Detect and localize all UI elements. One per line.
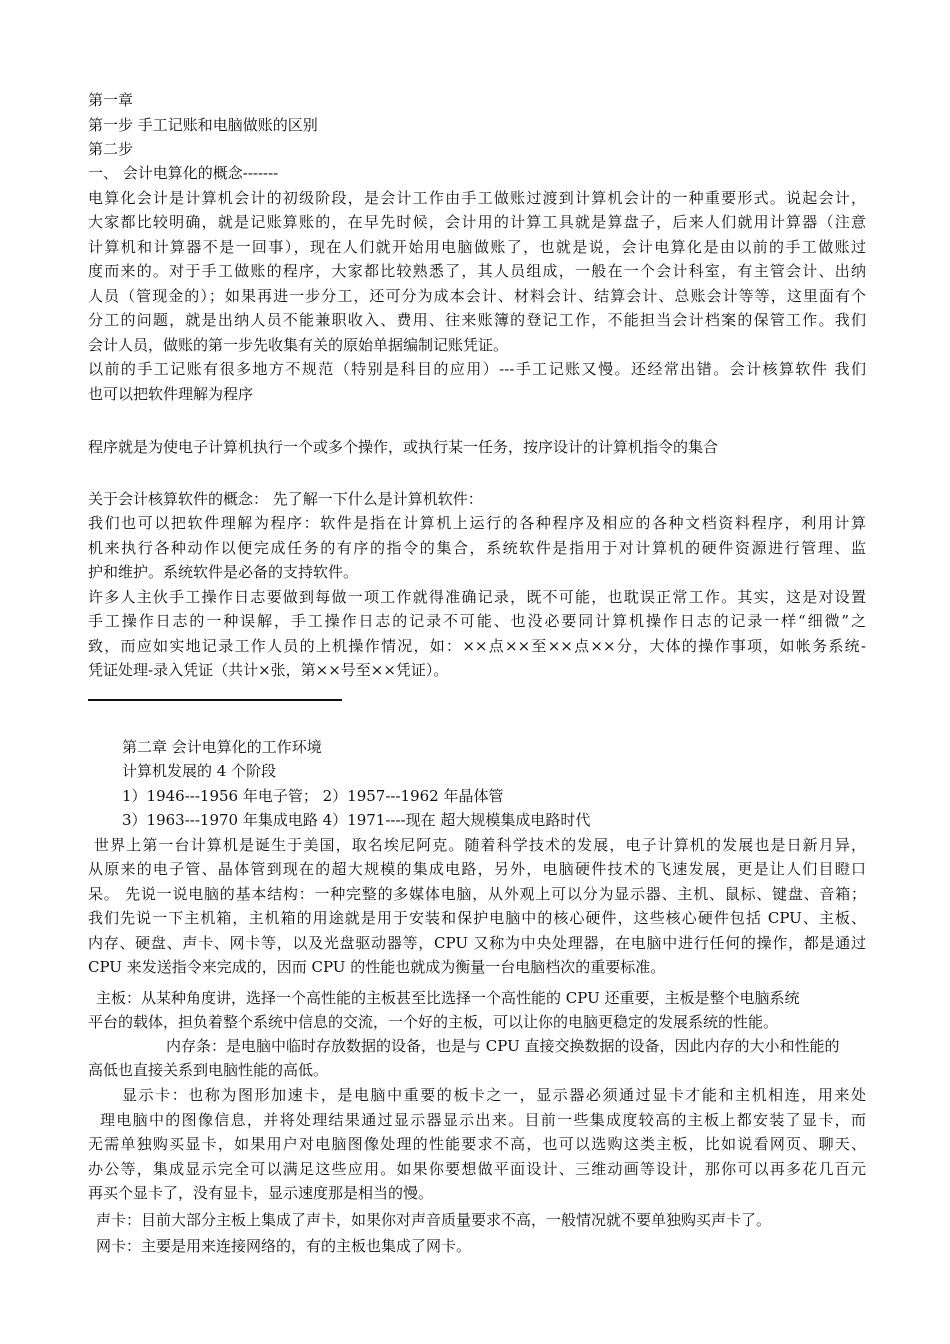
text-line: 关于会计核算软件的概念： 先了解一下什么是计算机软件：	[88, 490, 483, 508]
section-divider	[88, 699, 342, 701]
text-line: CPU 来发送指令来完成的，因而 CPU 的性能也就成为衡量一台电脑档次的重要标准。	[88, 958, 666, 976]
section-1-heading: 一、 会计电算化的概念-------	[88, 164, 279, 182]
text-line: 再买个显卡了，没有显卡，显示速度那是相当的慢。	[88, 1184, 434, 1202]
text-line: 世界上第一台计算机是诞生于美国，取名埃尼阿克。随着科学技术的发展，电子计算机的发展也是日新月异，	[94, 836, 866, 854]
text-line: 人员（管现金的）；如果再进一步分工，还可分为成本会计、材料会计、结算会计、总账会计等等，这里面有个	[88, 287, 866, 305]
text-line: 电算化会计是计算机会计的初级阶段，是会计工作由手工做账过渡到计算机会计的一种重要形式。说起会计，	[88, 189, 866, 207]
text-line: 手工操作日志的一种误解，手工操作日志的记录不可能、也没必要同计算机操作日志的记录一样“细微”之	[88, 612, 866, 630]
text-line: 办公等，集成显示完全可以满足这些应用。如果你要想做平面设计、三维动画等设计，那你可以再多花几百元	[88, 1160, 866, 1178]
text-line: 3）1963---1970 年集成电路 4）1971----现在 超大规模集成电路时代	[122, 811, 591, 829]
text-line: 致，而应如实地记录工作人员的上机操作情况，如：××点××至××点××分，大体的操作事项，如帐务系统-	[88, 637, 866, 655]
text-line: 许多人主伙手工操作日志要做到每做一项工作就得准确记录，既不可能，也耽误正常工作。其实，这是对设置	[88, 588, 866, 606]
text-line: 呆。 先说一说电脑的基本结构：一种完整的多媒体电脑，从外观上可以分为显示器、主机、鼠标、键盘、音箱；	[88, 885, 866, 903]
text-line: 计算机发展的 4 个阶段	[122, 762, 277, 780]
text-line: 平台的载体，担负着整个系统中信息的交流，一个好的主板，可以让你的电脑更稳定的发展系统的性能。	[88, 1013, 779, 1031]
text-line: 度而来的。对于手工做账的程序，大家都比较熟悉了，其人员组成，一般在一个会计科室，有主管会计、出纳	[88, 262, 866, 280]
text-line: 机来执行各种动作以便完成任务的有序的指令的集合，系统软件是指用于对计算机的硬件资源进行管理、监	[88, 539, 866, 557]
text-line: 我们先说一下主机箱，主机箱的用途就是用于安装和保护电脑中的核心硬件，这些核心硬件包括 CPU、主板、	[88, 909, 866, 927]
text-line: 我们也可以把软件理解为程序：软件是指在计算机上运行的各种程序及相应的各种文档资料程序，利用计算	[88, 514, 866, 532]
text-line: 理电脑中的图像信息，并将处理结果通过显示器显示出来。目前一些集成度较高的主板上都安装了显卡，而	[100, 1111, 866, 1129]
text-line: 从原来的电子管、晶体管到现在的超大规模的集成电路，另外，电脑硬件技术的飞速发展，更是让人们目瞪口	[88, 860, 866, 878]
text-line: 1）1946---1956 年电子管； 2）1957---1962 年晶体管	[122, 787, 504, 805]
text-line: 主板：从某种角度讲，选择一个高性能的主板甚至比选择一个高性能的 CPU 还重要，主板是整个电脑系统	[96, 989, 800, 1007]
text-line: 以前的手工记账有很多地方不规范（特别是科目的应用）---手工记账又慢。还经常出错。会计核算软件 我们	[88, 360, 866, 378]
text-line: 凭证处理-录入凭证（共计×张，第××号至××凭证）。	[88, 661, 449, 679]
text-line: 声卡：目前大部分主板上集成了声卡，如果你对声音质量要求不高，一般情况就不要单独购买声卡了。	[96, 1211, 772, 1229]
step-2-heading: 第二步	[88, 140, 134, 158]
text-line: 大家都比较明确，就是记账算账的，在早先时候，会计用的计算工具就是算盘子，后来人们就用计算器（注意	[88, 213, 866, 231]
text-line: 高低也直接关系到电脑性能的高低。	[88, 1061, 329, 1079]
chapter-1-heading: 第一章	[88, 91, 134, 109]
text-line: 也可以把软件理解为程序	[88, 385, 254, 403]
text-line: 内存、硬盘、声卡、网卡等，以及光盘驱动器等，CPU 又称为中央处理器，在电脑中进行任何的操作，都是通过	[88, 934, 866, 952]
text-line: 无需单独购买显卡，如果用户对电脑图像处理的性能要求不高，也可以选购这类主板，比如说看网页、聊天、	[88, 1135, 866, 1153]
text-line: 显示卡：也称为图形加速卡，是电脑中重要的板卡之一，显示器必须通过显卡才能和主机相连，用来处	[122, 1086, 866, 1104]
text-line: 会计人员，做账的第一步先收集有关的原始单据编制记账凭证。	[88, 336, 509, 354]
chapter-2-heading: 第二章 会计电算化的工作环境	[122, 738, 322, 756]
text-line: 计算机和计算器不是一回事），现在人们就开始用电脑做账了，也就是说，会计电算化是由以前的手工做账过	[88, 238, 866, 256]
text-line: 分工的问题，就是出纳人员不能兼职收入、费用、往来账簿的登记工作，不能担当会计档案的保管工作。我们	[88, 311, 866, 329]
text-line: 内存条：是电脑中临时存放数据的设备，也是与 CPU 直接交换数据的设备，因此内存的大小和性能的	[166, 1037, 840, 1055]
program-definition: 程序就是为使电子计算机执行一个或多个操作，或执行某一任务，按序设计的计算机指令的集合	[88, 438, 719, 456]
text-line: 护和维护。系统软件是必备的支持软件。	[88, 563, 359, 581]
step-1-heading: 第一步 手工记账和电脑做账的区别	[88, 116, 318, 134]
text-line: 网卡：主要是用来连接网络的，有的主板也集成了网卡。	[96, 1237, 472, 1255]
